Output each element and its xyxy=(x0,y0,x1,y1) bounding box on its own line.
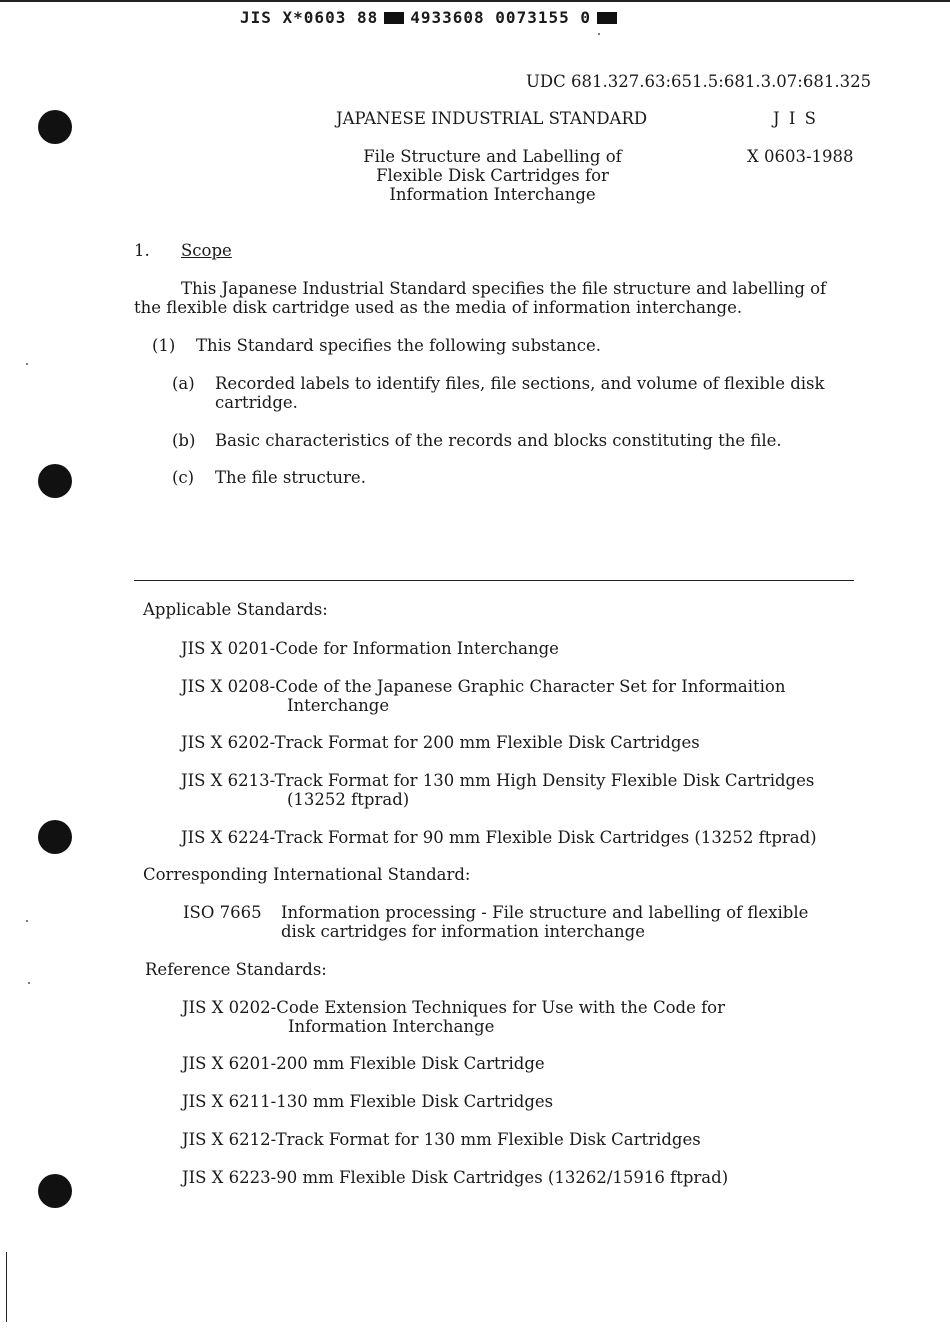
title-line: Flexible Disk Cartridges for xyxy=(376,166,609,185)
udc-number: UDC 681.327.63:651.5:681.3.07:681.325 xyxy=(526,72,872,91)
scan-header-serial: 4933608 0073155 0 xyxy=(410,8,591,27)
top-border xyxy=(0,0,950,2)
scope-item-text: This Standard specifies the following substance. xyxy=(196,336,602,355)
scope-subitem-text: cartridge. xyxy=(215,393,298,412)
applicable-standard-item: JIS X 6224-Track Format for 90 mm Flexible Disk Cartridges (13252 ftprad) xyxy=(181,828,817,847)
footnote-divider xyxy=(134,580,854,581)
applicable-standards-heading: Applicable Standards: xyxy=(143,600,328,619)
scope-item-marker: (1) xyxy=(152,336,176,355)
punch-hole xyxy=(38,464,72,498)
applicable-standard-item: JIS X 0208-Code of the Japanese Graphic Character Set for Informaition xyxy=(181,677,786,696)
applicable-standard-item: Interchange xyxy=(287,696,390,715)
scan-speck xyxy=(26,363,28,365)
scope-subitem-marker: (a) xyxy=(172,374,195,393)
scope-heading: Scope xyxy=(181,241,232,260)
reference-standard-item: JIS X 6212-Track Format for 130 mm Flexible Disk Cartridges xyxy=(182,1130,701,1149)
scope-subitem-text: Basic characteristics of the records and blocks constituting the file. xyxy=(215,431,782,450)
reference-standard-item: JIS X 6201-200 mm Flexible Disk Cartridge xyxy=(182,1054,545,1073)
jis-mark: J I S xyxy=(773,109,818,128)
applicable-standard-item: JIS X 6202-Track Format for 200 mm Flexible Disk Cartridges xyxy=(181,733,700,752)
scope-intro-line: This Japanese Industrial Standard specifies the file structure and labelling of xyxy=(181,279,827,298)
scan-header-code: JIS X*0603 88 xyxy=(240,8,379,27)
international-standard-title: Information processing - File structure and labelling of flexible xyxy=(281,903,809,922)
redaction-bar xyxy=(597,12,617,24)
scope-intro-line: the flexible disk cartridge used as the media of information interchange. xyxy=(134,298,743,317)
redaction-bar xyxy=(384,12,404,24)
scope-subitem-text: The file structure. xyxy=(215,468,366,487)
applicable-standard-item: (13252 ftprad) xyxy=(287,790,410,809)
punch-hole xyxy=(38,110,72,144)
scope-subitem-marker: (b) xyxy=(172,431,196,450)
scan-speck xyxy=(26,920,28,922)
scan-header xyxy=(240,8,623,27)
international-standard-code: ISO 7665 xyxy=(183,903,262,922)
applicable-standard-item: JIS X 6213-Track Format for 130 mm High Density Flexible Disk Cartridges xyxy=(181,771,815,790)
scope-subitem-marker: (c) xyxy=(172,468,195,487)
title-line: File Structure and Labelling of xyxy=(363,147,622,166)
reference-standard-item: JIS X 6211-130 mm Flexible Disk Cartridges xyxy=(182,1092,554,1111)
applicable-standard-item: JIS X 0201-Code for Information Interchange xyxy=(181,639,559,658)
title-line: Information Interchange xyxy=(389,185,596,204)
reference-standard-item: Information Interchange xyxy=(288,1017,495,1036)
standard-number: X 0603-1988 xyxy=(747,147,854,166)
reference-standard-item: JIS X 0202-Code Extension Techniques for Use with the Code for xyxy=(182,998,726,1017)
scope-subitem-text: Recorded labels to identify files, file sections, and volume of flexible disk xyxy=(215,374,825,393)
scope-section-number: 1. xyxy=(134,241,150,260)
document-title xyxy=(330,147,655,204)
reference-standards-heading: Reference Standards: xyxy=(145,960,327,979)
international-standard-heading: Corresponding International Standard: xyxy=(143,865,471,884)
scan-speck xyxy=(598,33,600,35)
scan-speck xyxy=(28,982,30,984)
punch-hole xyxy=(38,820,72,854)
scan-edge-mark xyxy=(6,1252,7,1322)
international-standard-title: disk cartridges for information interchange xyxy=(281,922,645,941)
standard-organization: JAPANESE INDUSTRIAL STANDARD xyxy=(336,109,648,128)
reference-standard-item: JIS X 6223-90 mm Flexible Disk Cartridges (13262/15916 ftprad) xyxy=(182,1168,729,1187)
punch-hole xyxy=(38,1174,72,1208)
